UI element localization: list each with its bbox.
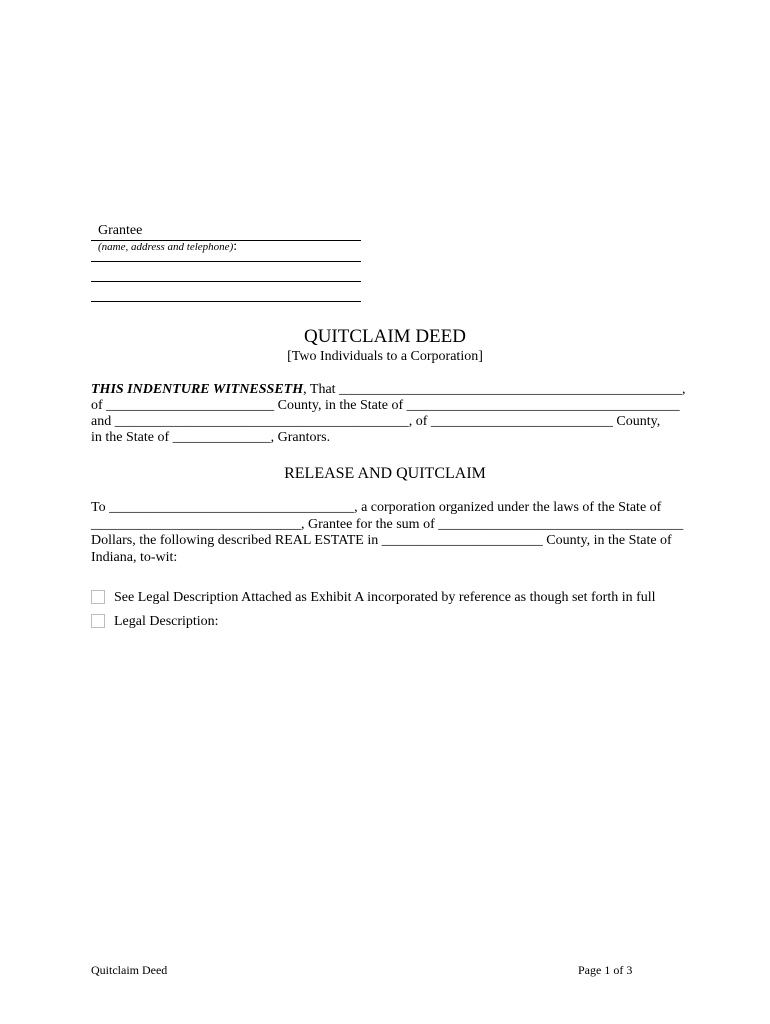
document-title: QUITCLAIM DEED bbox=[303, 326, 466, 347]
grantee-line-2[interactable] bbox=[91, 261, 361, 262]
release-line-3: Dollars, the following described REAL ESTATE in _______________________ County, in the State of bbox=[91, 533, 672, 548]
grantee-label-colon: : bbox=[233, 239, 238, 254]
indenture-line-4: in the State of ______________, Grantors. bbox=[91, 430, 331, 445]
grantee-line-1[interactable] bbox=[91, 240, 361, 241]
indenture-line-1-rest: , That _________________________________________________, bbox=[303, 382, 686, 397]
document-subtitle: [Two Individuals to a Corporation] bbox=[287, 349, 483, 364]
indenture-line-3: and __________________________________________, of __________________________ County, bbox=[91, 414, 661, 429]
release-line-4: Indiana, to-wit: bbox=[91, 550, 178, 565]
legal-description-label: Legal Description: bbox=[114, 614, 219, 629]
grantee-line-3[interactable] bbox=[91, 281, 361, 282]
indenture-lead: THIS INDENTURE WITNESSETH bbox=[91, 382, 304, 397]
exhibit-a-label: See Legal Description Attached as Exhibit A incorporated by reference as though set forth in full bbox=[114, 590, 656, 605]
release-line-2: ______________________________, Grantee for the sum of ___________________________________ bbox=[91, 517, 684, 532]
indenture-line-1 bbox=[91, 382, 686, 398]
grantee-label-text: Grantee bbox=[98, 223, 143, 238]
exhibit-a-checkbox[interactable] bbox=[91, 590, 105, 604]
grantee-line-4[interactable] bbox=[91, 301, 361, 302]
page-number: Page 1 of 3 bbox=[578, 963, 633, 977]
footer-title: Quitclaim Deed bbox=[91, 963, 168, 977]
legal-description-checkbox[interactable] bbox=[91, 614, 105, 628]
release-line-1: To ___________________________________, a corporation organized under the laws of the State of bbox=[91, 500, 662, 515]
indenture-line-2: of ________________________ County, in the State of _______________________________________ bbox=[91, 398, 680, 413]
grantee-label-note: (name, address and telephone) bbox=[98, 241, 234, 253]
release-heading: RELEASE AND QUITCLAIM bbox=[284, 465, 486, 482]
grantee-label bbox=[91, 207, 237, 255]
